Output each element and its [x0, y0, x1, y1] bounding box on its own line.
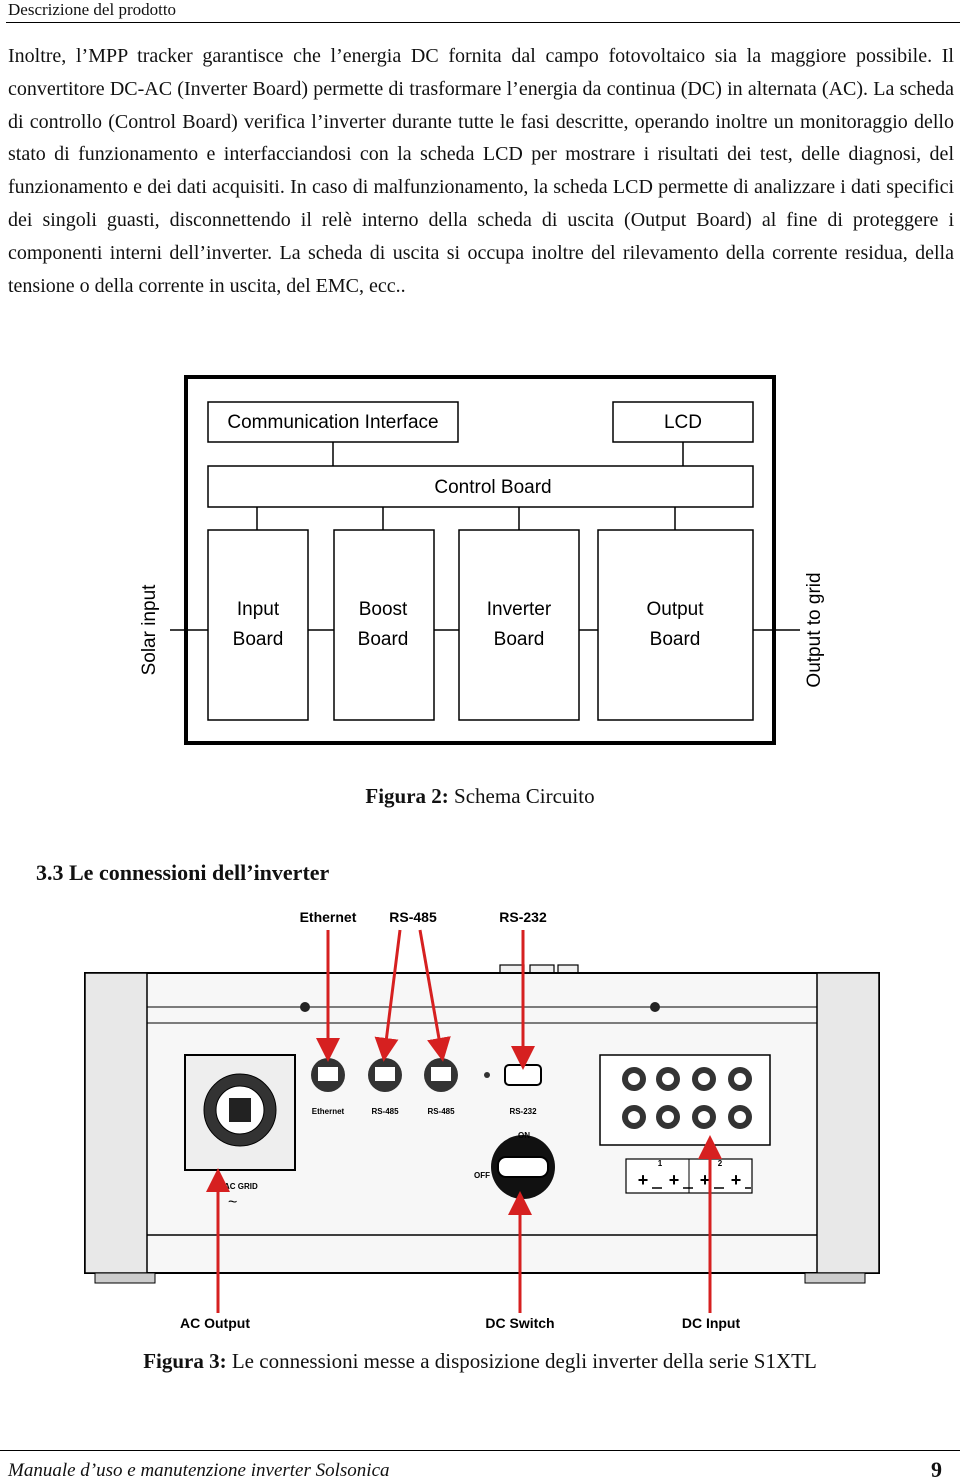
dc-input-block — [600, 1055, 770, 1193]
boost-board-label-line1: Boost — [358, 599, 408, 620]
input-board-box — [208, 530, 308, 720]
communication-interface-label: Communication Interface — [227, 412, 439, 433]
page-number: 9 — [931, 1457, 942, 1482]
ac-grid-label: AC GRID — [224, 1182, 258, 1191]
lcd-label: LCD — [663, 412, 703, 433]
right-side-rail — [817, 973, 879, 1273]
body-paragraph: Inoltre, l’MPP tracker garantisce che l’energia DC fornita dal campo fotovoltaico sia la maggiore possibile. Il convertitore DC-AC (Inverter Board) permette di trasformare l’energia da continua (DC) in alternata (AC). La scheda di controllo (Control Board) verifica l’inverter durante tutte le fasi descritte, operando inoltre un monitoraggio dello stato di funzionamento e interfacciandosi con la scheda LCD per mostrare i risultati dei test, delle diagnosi, del funzionamento e dei dati acquisiti. In caso di malfunzionamento, la scheda LCD permette di analizzare i dati specifici dei singoli guasti, disconnettendo il relè interno della scheda di uscita (Output Board) al fine di proteggere i componenti interni dell’inverter. La scheda di uscita si occupa inoltre del rilevamento della corrente residua, della tensione o della corrente in uscita, del EMC, ecc.. — [8, 45, 954, 297]
bottom-foot-left — [95, 1273, 155, 1283]
dc-string-2-label: 2 — [717, 1159, 723, 1168]
panel-rs232-label: RS-232 — [509, 1107, 537, 1116]
rs232-port — [505, 1065, 541, 1085]
control-board-label: Control Board — [434, 477, 552, 498]
bottom-foot-right — [805, 1273, 865, 1283]
output-to-grid-label: Output to grid — [804, 572, 825, 688]
footer-manual-title: Manuale d’uso e manutenzione inverter Solsonica — [8, 1460, 390, 1481]
boost-board-label-line2: Board — [357, 629, 409, 650]
boost-board-box — [334, 530, 434, 720]
ethernet-port — [311, 1058, 345, 1092]
inverter-connections-diagram — [0, 895, 960, 1345]
ethernet-callout-label: Ethernet — [299, 909, 357, 925]
figure-3-caption — [0, 1349, 960, 1374]
inverter-board-box — [459, 530, 579, 720]
svg-text:+: + — [699, 1170, 711, 1190]
section-heading: 3.3 Le connessioni dell’inverter — [36, 860, 330, 885]
ac-symbol: ~ — [228, 1194, 238, 1211]
rs485-callout-label: RS-485 — [389, 909, 437, 925]
solar-input-label: Solar input — [139, 584, 160, 676]
left-side-rail — [85, 973, 147, 1273]
figure-3-caption-text: Le connessioni messe a disposizione degli inverter della serie S1XTL — [226, 1349, 817, 1373]
output-board-label-line1: Output — [646, 599, 704, 620]
output-board-box — [598, 530, 753, 720]
svg-text:+: + — [730, 1170, 742, 1190]
rs485-port-a — [368, 1058, 402, 1092]
dc-switch — [491, 1135, 555, 1199]
input-board-label-line1: Input — [236, 599, 280, 620]
circuit-schema-diagram — [0, 360, 960, 760]
figure-2-caption — [0, 784, 960, 809]
figure-2-caption-number: Figura 2: — [365, 784, 449, 808]
rs232-callout-label: RS-232 — [499, 909, 547, 925]
figure-2-caption-text: Schema Circuito — [448, 784, 595, 808]
footer-divider — [0, 1450, 960, 1451]
panel-rs485-label-a: RS-485 — [371, 1107, 399, 1116]
ac-grid-connector — [185, 1055, 295, 1170]
inverter-board-label-line2: Board — [493, 629, 545, 650]
svg-text:+: + — [637, 1170, 649, 1190]
output-board-label-line2: Board — [649, 629, 701, 650]
switch-on-label: ON — [518, 1131, 530, 1140]
dc-input-callout-label: DC Input — [681, 1315, 741, 1331]
switch-off-label: OFF — [474, 1171, 490, 1180]
panel-rs485-label-b: RS-485 — [427, 1107, 455, 1116]
header-divider — [6, 22, 960, 23]
inverter-board-label-line1: Inverter — [486, 599, 552, 620]
panel-ethernet-label: Ethernet — [311, 1107, 345, 1116]
dc-switch-callout-label: DC Switch — [485, 1315, 555, 1331]
page-header-title: Descrizione del prodotto — [8, 0, 177, 19]
svg-text:+: + — [668, 1170, 680, 1190]
ac-output-callout-label: AC Output — [180, 1315, 250, 1331]
input-board-label-line2: Board — [232, 629, 284, 650]
rs485-port-b — [424, 1058, 458, 1092]
figure-3-caption-number: Figura 3: — [143, 1349, 227, 1373]
dc-string-1-label: 1 — [657, 1159, 663, 1168]
